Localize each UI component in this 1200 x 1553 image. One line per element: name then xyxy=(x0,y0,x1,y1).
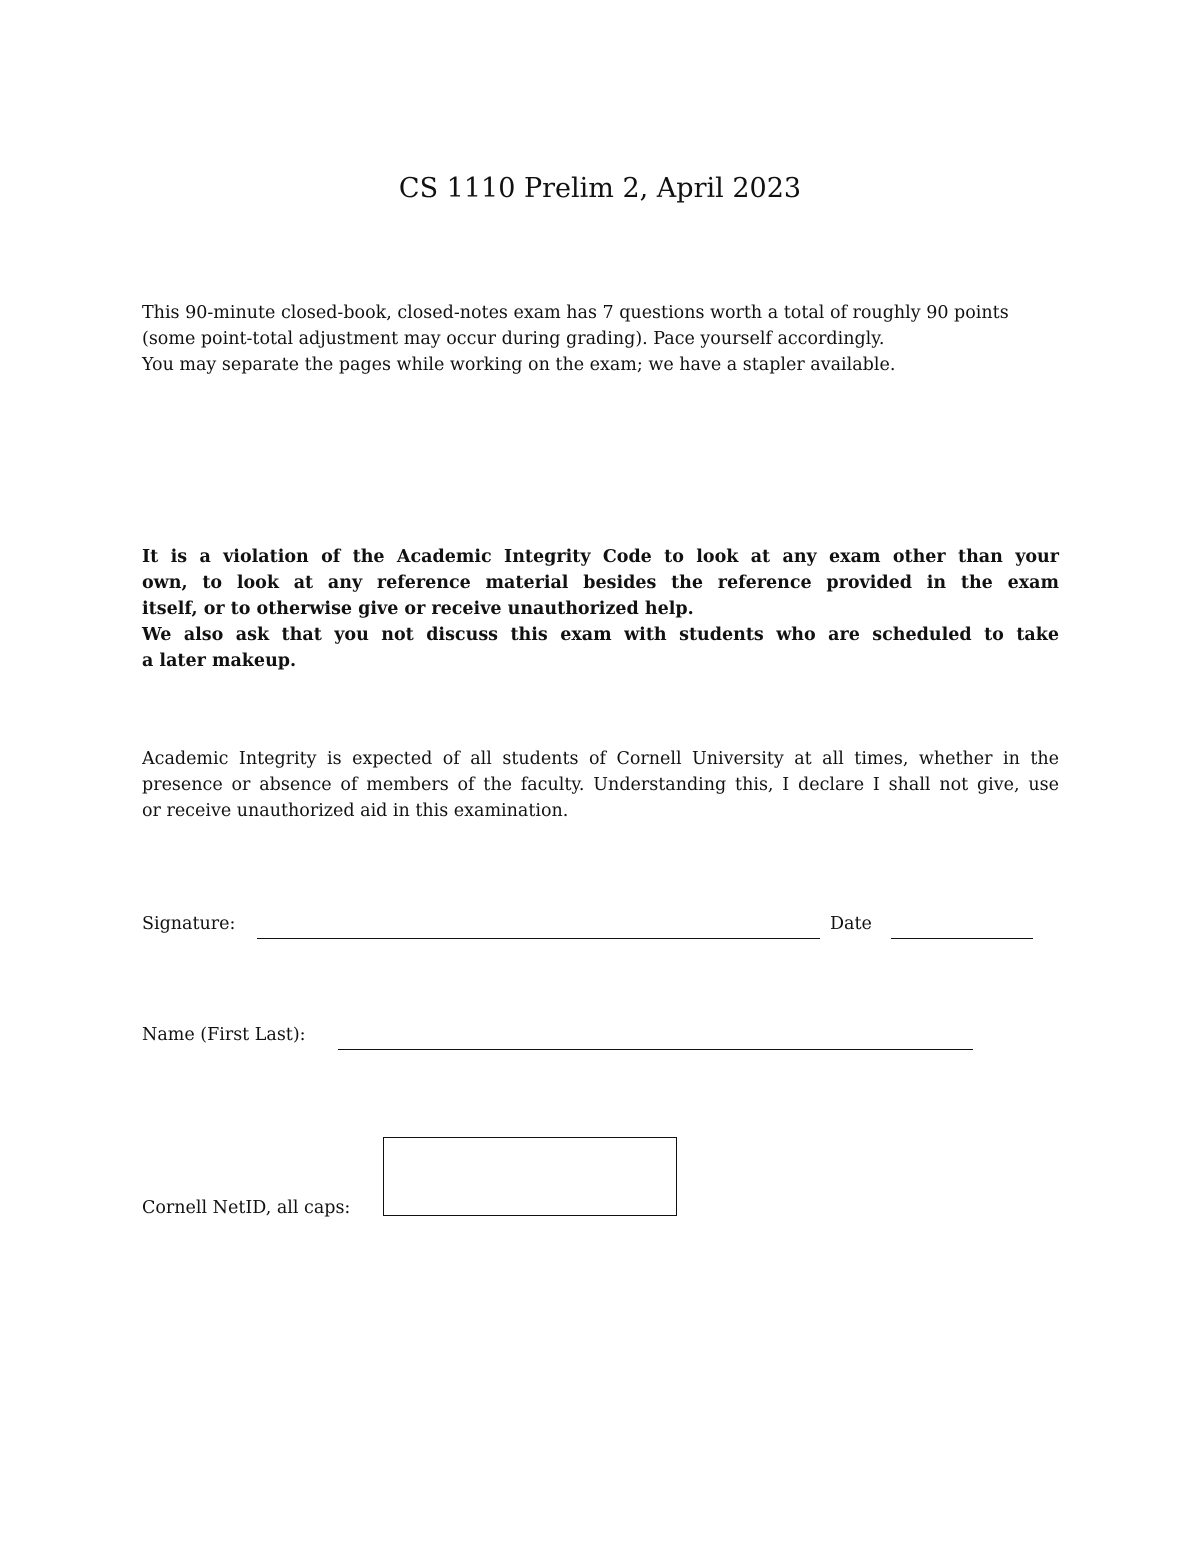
pledge-line: presence or absence of members of the faculty. Understanding this, I declare I shall not give, use xyxy=(142,775,1059,795)
instructions-line: This 90-minute closed-book, closed-notes exam has 7 questions worth a total of roughly 90 points xyxy=(142,303,1009,323)
date-label: Date xyxy=(830,914,872,934)
warning-line: a later makeup. xyxy=(142,651,297,671)
instructions-line: You may separate the pages while working on the exam; we have a stapler available. xyxy=(142,355,896,375)
integrity-warning xyxy=(142,544,1059,674)
page-title: CS 1110 Prelim 2, April 2023 xyxy=(398,173,802,204)
warning-line: We also ask that you not discuss this exam with students who are scheduled to take xyxy=(142,625,1059,645)
name-label: Name (First Last): xyxy=(142,1025,306,1045)
instructions-line: (some point-total adjustment may occur during grading). Pace yourself accordingly. xyxy=(142,329,885,349)
warning-line: It is a violation of the Academic Integrity Code to look at any exam other than your xyxy=(142,547,1059,567)
date-line[interactable] xyxy=(891,938,1033,939)
warning-line: own, to look at any reference material besides the reference provided in the exam xyxy=(142,573,1059,593)
netid-label: Cornell NetID, all caps: xyxy=(142,1198,351,1218)
signature-label: Signature: xyxy=(142,914,236,934)
netid-box[interactable] xyxy=(383,1137,677,1216)
integrity-pledge xyxy=(142,746,1059,824)
pledge-line: or receive unauthorized aid in this examination. xyxy=(142,801,569,821)
name-line[interactable] xyxy=(338,1049,973,1050)
warning-line: itself, or to otherwise give or receive unauthorized help. xyxy=(142,599,694,619)
signature-line[interactable] xyxy=(257,938,820,939)
exam-instructions xyxy=(142,300,1059,378)
pledge-line: Academic Integrity is expected of all students of Cornell University at all times, whether in the xyxy=(142,749,1059,769)
